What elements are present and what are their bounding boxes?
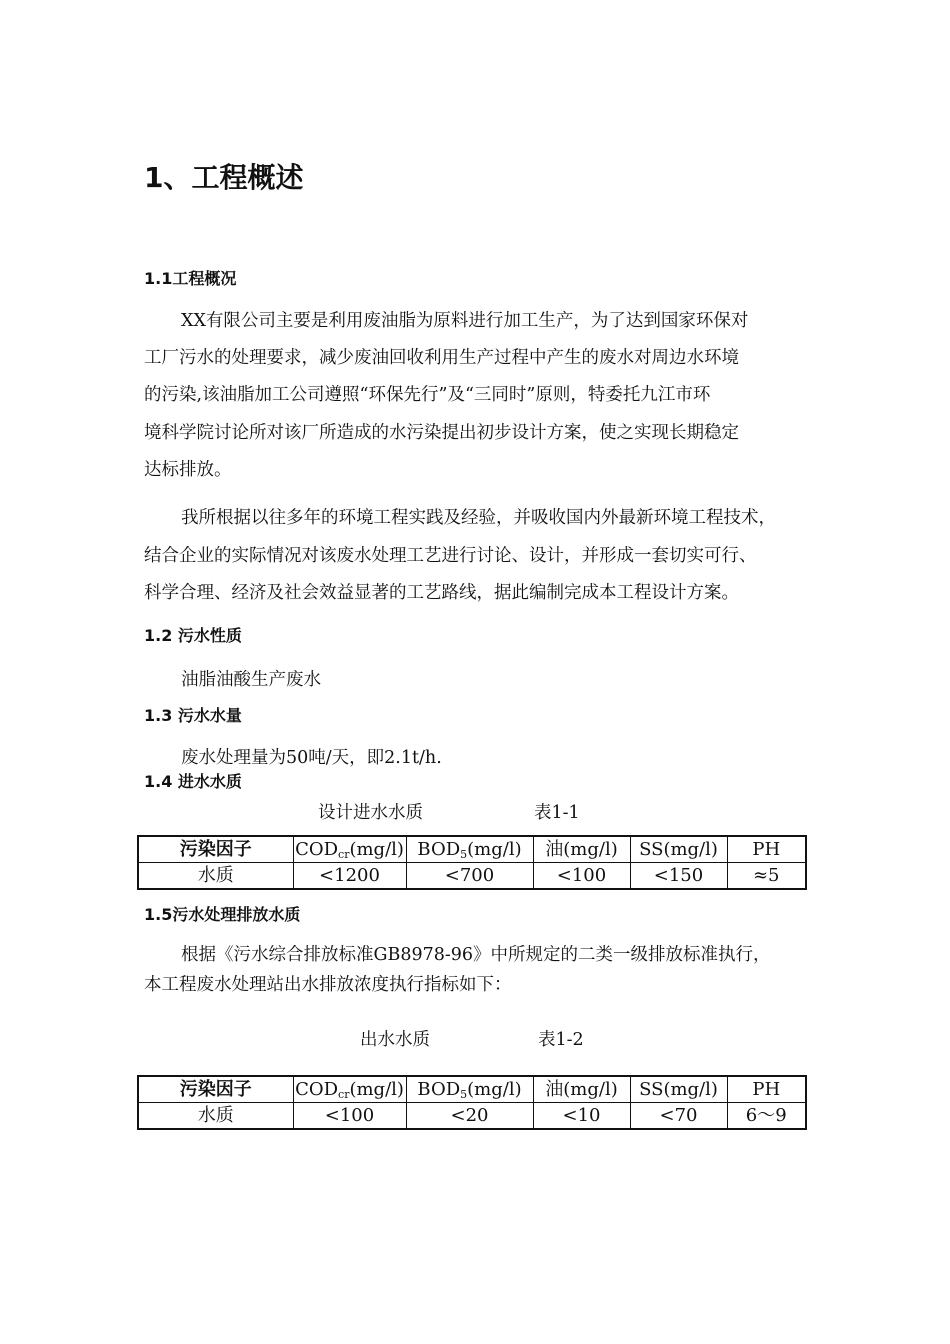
- section-heading-1-3: 1.3 污水水量: [144, 706, 242, 725]
- table-header-cell: 污染因子: [138, 836, 293, 863]
- section-heading-1-1: 1.1工程概况: [144, 269, 237, 288]
- paragraph-line: 工厂污水的处理要求，减少废油回收利用生产过程中产生的废水对周边水环境: [144, 348, 739, 368]
- table-header-cell: PH: [727, 836, 806, 863]
- table-cell: <1200: [293, 863, 406, 890]
- paragraph-line: 我所根据以往多年的环境工程实践及经验，并吸收国内外最新环境工程技术，: [181, 508, 776, 528]
- table-cell: 水质: [138, 1103, 293, 1130]
- table-header-cell: $BOD_5(mg/l)$: [406, 836, 533, 863]
- paragraph-line: 本工程废水处理站出水排放浓度执行指标如下：: [144, 975, 512, 995]
- paragraph-line: 结合企业的实际情况对该废水处理工艺进行讨论、设计，并形成一套切实可行、: [144, 546, 757, 566]
- table-header-cell: SS(mg/l): [630, 836, 727, 863]
- table-header-cell: $COD_{cr}(mg/l)$: [293, 836, 406, 863]
- page-title: 1、工程概述: [144, 161, 304, 194]
- table-caption: 设计进水水质: [318, 803, 423, 823]
- table-header-cell: PH: [727, 1076, 806, 1103]
- section-heading-1-4: 1.4 进水水质: [144, 772, 242, 791]
- section-heading-1-5: 1.5污水处理排放水质: [144, 905, 301, 924]
- table-cell: <150: [630, 863, 727, 890]
- table-number: 表1-1: [534, 803, 580, 823]
- table-header-cell: 油(mg/l): [533, 1076, 630, 1103]
- paragraph-line: 油脂油酸生产废水: [181, 670, 321, 690]
- table-header-cell: $COD_{cr}(mg/l)$: [293, 1076, 406, 1103]
- table-cell: ≈5: [727, 863, 806, 890]
- table-row: [138, 863, 806, 890]
- table-cell: <10: [533, 1103, 630, 1130]
- table-header-row: [138, 836, 806, 863]
- table-cell: <100: [293, 1103, 406, 1130]
- paragraph-line: 根据《污水综合排放标准GB8978-96》中所规定的二类一级排放标准执行，: [181, 945, 771, 965]
- table-header-cell: 油(mg/l): [533, 836, 630, 863]
- paragraph-line: 的污染,该油脂加工公司遵照“环保先行”及“三同时”原则，特委托九江市环: [144, 385, 711, 405]
- table-header-cell: SS(mg/l): [630, 1076, 727, 1103]
- table-caption: 出水水质: [360, 1030, 430, 1050]
- inlet-water-quality-table: [137, 835, 807, 890]
- paragraph-line: 废水处理量为50吨/天，即2.1t/h.: [181, 748, 442, 768]
- paragraph-line: 达标排放。: [144, 460, 232, 480]
- table-header-cell: $BOD_5(mg/l)$: [406, 1076, 533, 1103]
- paragraph-line: XX有限公司主要是利用废油脂为原料进行加工生产，为了达到国家环保对: [181, 311, 749, 331]
- outlet-water-quality-table: [137, 1075, 807, 1130]
- table-cell: 6～9: [727, 1103, 806, 1130]
- table-cell: <70: [630, 1103, 727, 1130]
- table-cell: <700: [406, 863, 533, 890]
- paragraph-line: 境科学院讨论所对该厂所造成的水污染提出初步设计方案，使之实现长期稳定: [144, 423, 739, 443]
- table-row: [138, 1103, 806, 1130]
- table-cell: <100: [533, 863, 630, 890]
- table-cell: 水质: [138, 863, 293, 890]
- table-header-cell: 污染因子: [138, 1076, 293, 1103]
- table-number: 表1-2: [538, 1030, 584, 1050]
- section-heading-1-2: 1.2 污水性质: [144, 626, 242, 645]
- table-header-row: [138, 1076, 806, 1103]
- paragraph-line: 科学合理、经济及社会效益显著的工艺路线，据此编制完成本工程设计方案。: [144, 583, 739, 603]
- table-cell: <20: [406, 1103, 533, 1130]
